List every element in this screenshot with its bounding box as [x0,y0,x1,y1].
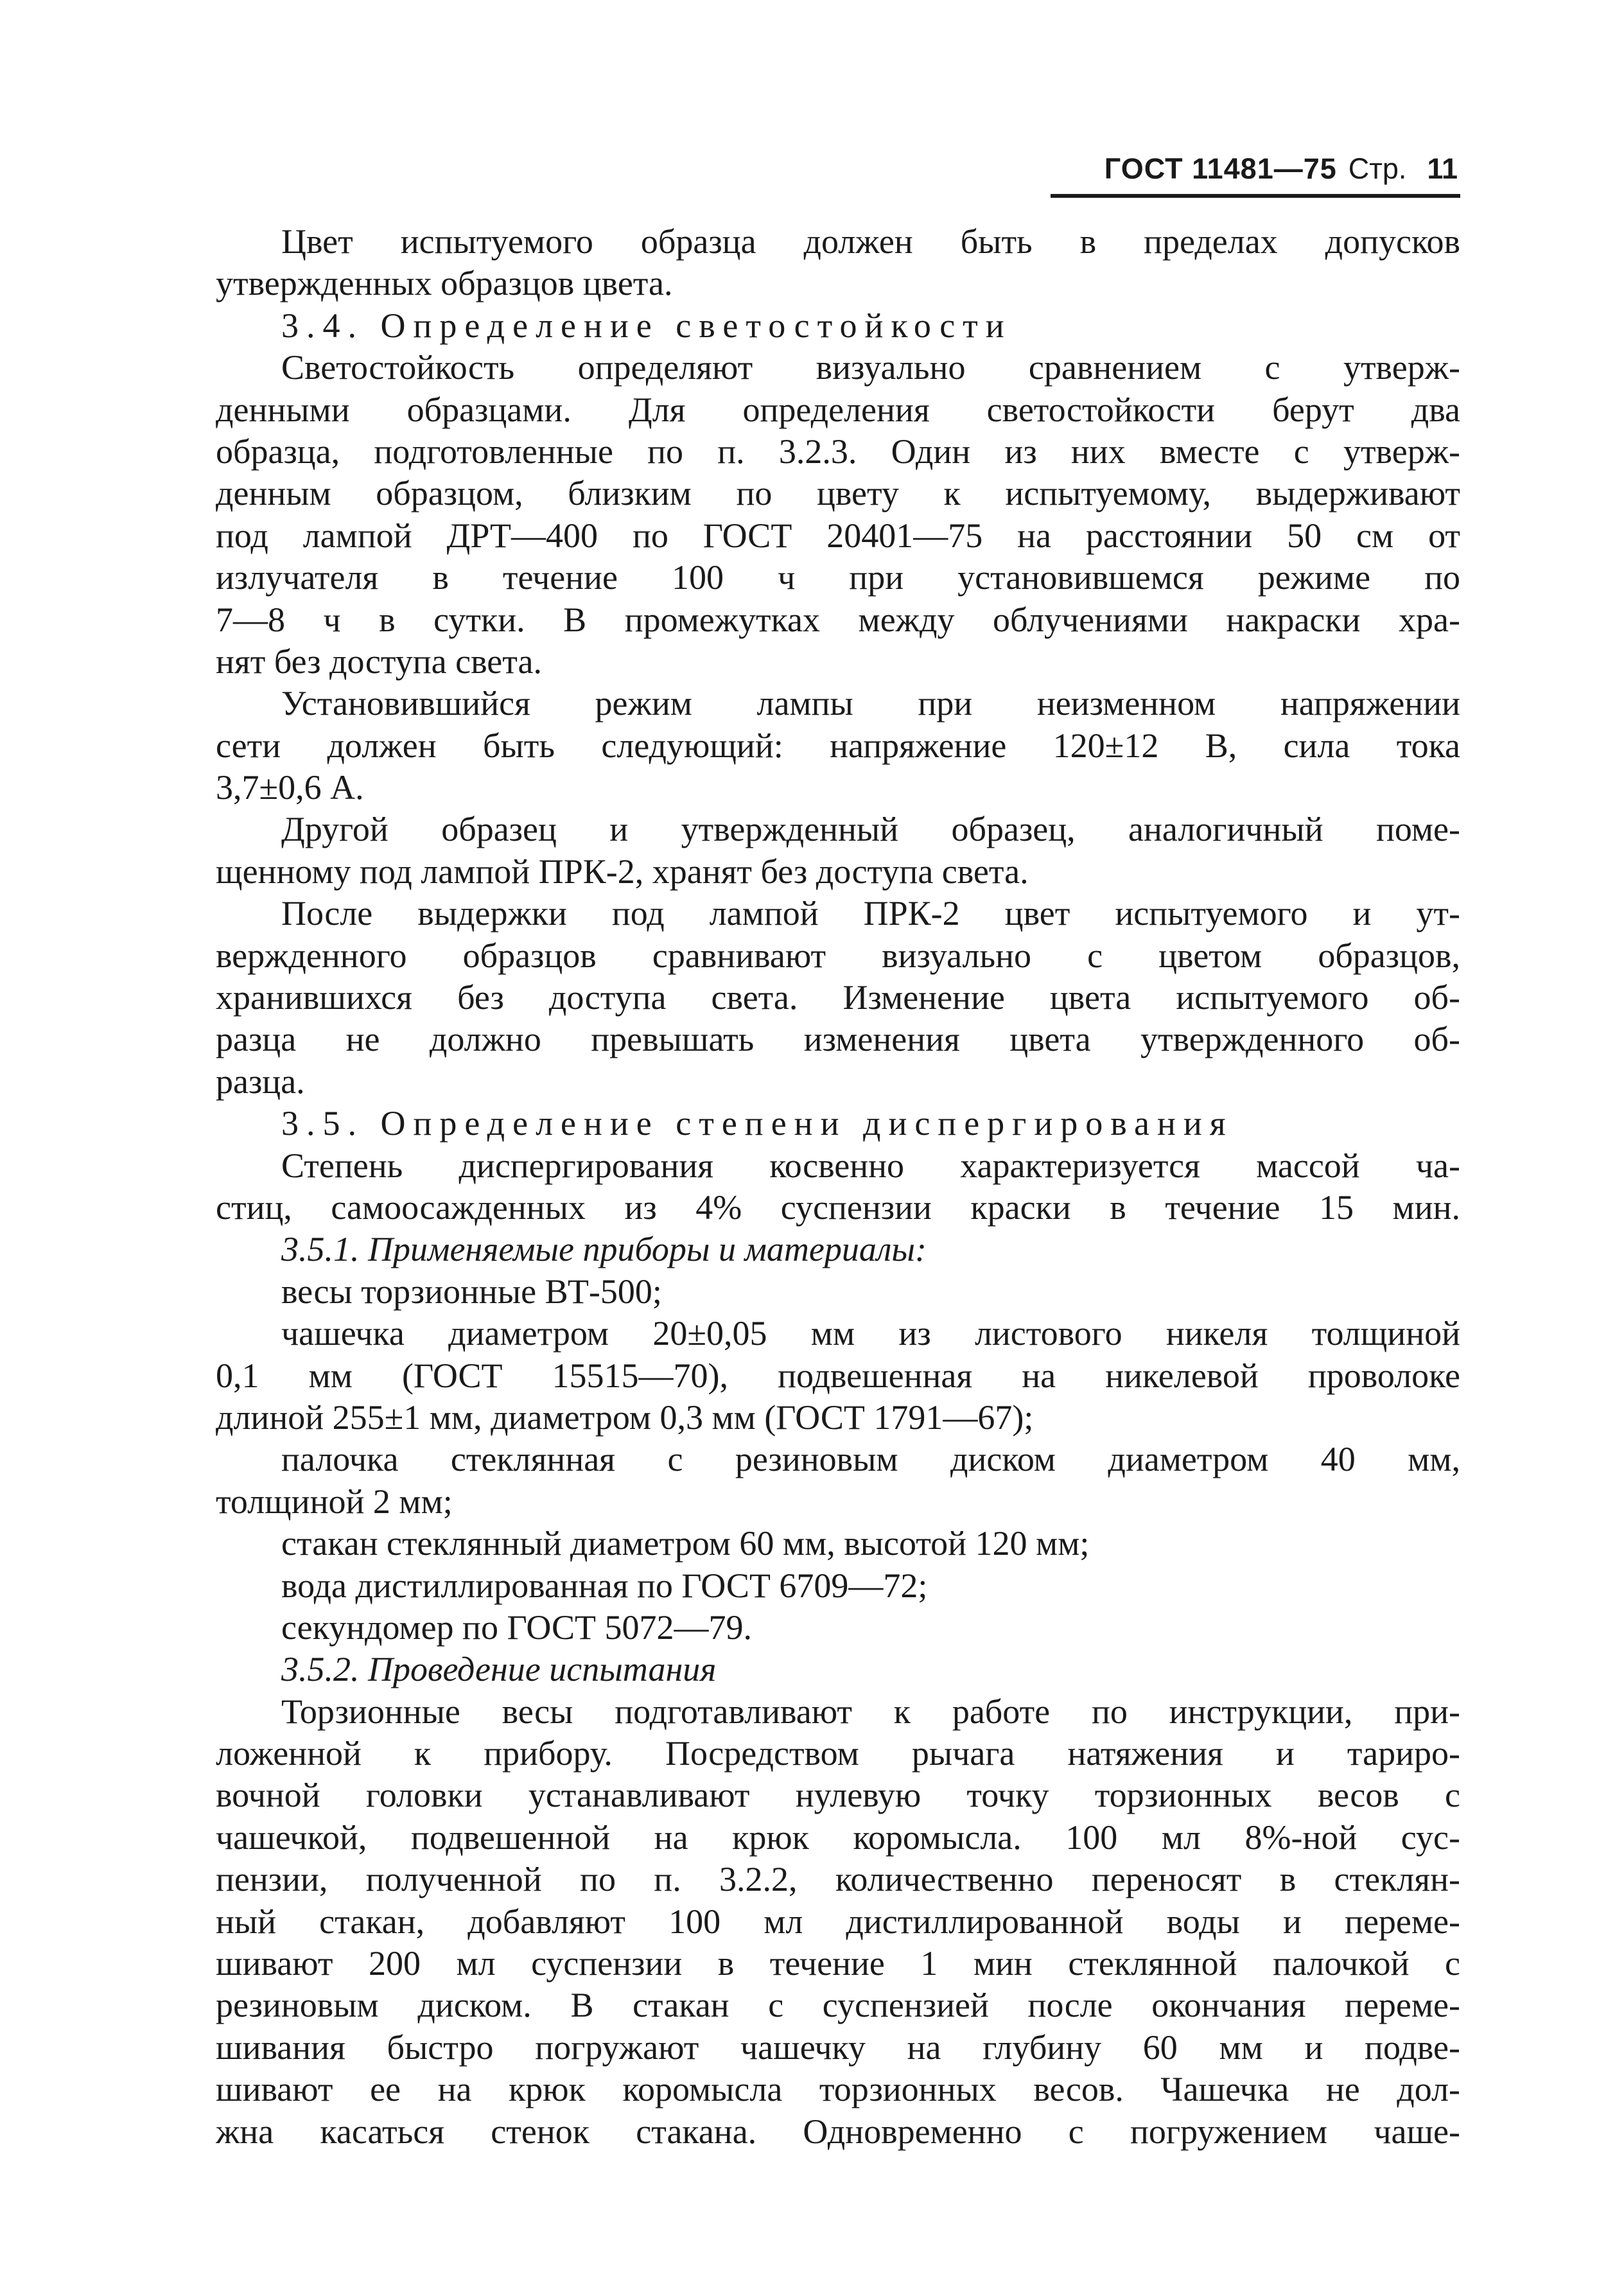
text-line: палочка стеклянная с резиновым диском диаметром 40 мм, [281,1440,1460,1479]
text-line: Торзионные весы подготавливают к работе по инструкции, при- [281,1692,1460,1731]
text-line: денными образцами. Для определения светостойкости берут два [216,390,1460,429]
text-line: 3,7±0,6 А. [216,768,364,807]
text-line: хранившихся без доступа света. Изменение цвета испытуемого об- [216,978,1460,1017]
text-line: Цвет испытуемого образца должен быть в пределах допусков [281,222,1460,261]
text-line: ный стакан, добавляют 100 мл дистиллированной воды и переме- [216,1902,1460,1941]
header-rule [1051,194,1460,198]
text-line: ложенной к прибору. Посредством рычага натяжения и тариро- [216,1734,1460,1773]
text-line: секундомер по ГОСТ 5072—79. [281,1608,752,1647]
text-line: Установившийся режим лампы при неизменном напряжении [281,684,1460,723]
text-line: стакан стеклянный диаметром 60 мм, высотой 120 мм; [281,1524,1090,1563]
text-line: жна касаться стенок стакана. Одновременно с погружением чаше- [216,2112,1460,2151]
page-label: Стр. [1348,152,1407,185]
text-line: Светостойкость определяют визуально сравнением с утверж- [281,348,1460,387]
page-number: 11 [1427,152,1458,185]
text-line: разца не должно превышать изменения цвета утвержденного об- [216,1020,1460,1059]
subsection-heading: 3.5.2. Проведение испытания [281,1650,717,1689]
text-line: длиной 255±1 мм, диаметром 0,3 мм (ГОСТ 1791—67); [216,1397,1034,1437]
text-line: толщиной 2 мм; [216,1482,453,1521]
text-line: резиновым диском. В стакан с суспензией после окончания переме- [216,1986,1460,2025]
text-line: шивают ее на крюк коромысла торзионных весов. Чашечка не дол- [216,2070,1460,2109]
text-line: денным образцом, близким по цвету к испытуемому, выдерживают [216,474,1460,513]
text-line: Степень диспергирования косвенно характеризуется массой ча- [281,1146,1460,1185]
text-line: Другой образец и утвержденный образец, аналогичный поме- [281,810,1460,849]
section-heading: 3.5. Определение степени диспергирования [281,1104,1234,1143]
text-line: образца, подготовленные по п. 3.2.3. Один из них вместе с утверж- [216,432,1460,471]
text-line: шивают 200 мл суспензии в течение 1 мин стеклянной палочкой с [216,1944,1460,1983]
text-line: щенному под лампой ПРК-2, хранят без доступа света. [216,852,1029,891]
text-line: нят без доступа света. [216,642,542,681]
standard-number: ГОСТ 11481—75 [1104,152,1337,185]
text-line: утвержденных образцов цвета. [216,264,673,303]
document-body [216,221,1460,2153]
section-heading: 3.4. Определение светостойкости [281,306,1012,345]
text-line: излучателя в течение 100 ч при установившемся режиме по [216,558,1460,597]
text-line: разца. [216,1062,305,1101]
text-line: чашечка диаметром 20±0,05 мм из листового никеля толщиной [281,1314,1460,1353]
page-header [1053,146,1458,191]
text-line: вода дистиллированная по ГОСТ 6709—72; [281,1566,928,1605]
text-line: под лампой ДРТ—400 по ГОСТ 20401—75 на расстоянии 50 см от [216,516,1460,555]
text-line: шивания быстро погружают чашечку на глубину 60 мм и подве- [216,2028,1460,2067]
text-line: 0,1 мм (ГОСТ 15515—70), подвешенная на никелевой проволоке [216,1356,1460,1395]
text-line: вержденного образцов сравнивают визуально с цветом образцов, [216,936,1460,975]
text-line: пензии, полученной по п. 3.2.2, количественно переносят в стеклян- [216,1860,1460,1899]
text-line: После выдержки под лампой ПРК-2 цвет испытуемого и ут- [281,894,1460,933]
text-line: чашечкой, подвешенной на крюк коромысла. 100 мл 8%-ной сус- [216,1818,1460,1857]
text-line: стиц, самоосажденных из 4% суспензии краски в течение 15 мин. [216,1187,1460,1227]
text-line: весы торзионные ВТ-500; [281,1272,662,1311]
text-line: вочной головки устанавливают нулевую точку торзионных весов с [216,1776,1460,1815]
text-line: сети должен быть следующий: напряжение 120±12 В, сила тока [216,726,1460,765]
text-line: 7—8 ч в сутки. В промежутках между облучениями накраски хра- [216,600,1460,639]
subsection-heading: 3.5.1. Применяемые приборы и материалы: [281,1230,927,1269]
